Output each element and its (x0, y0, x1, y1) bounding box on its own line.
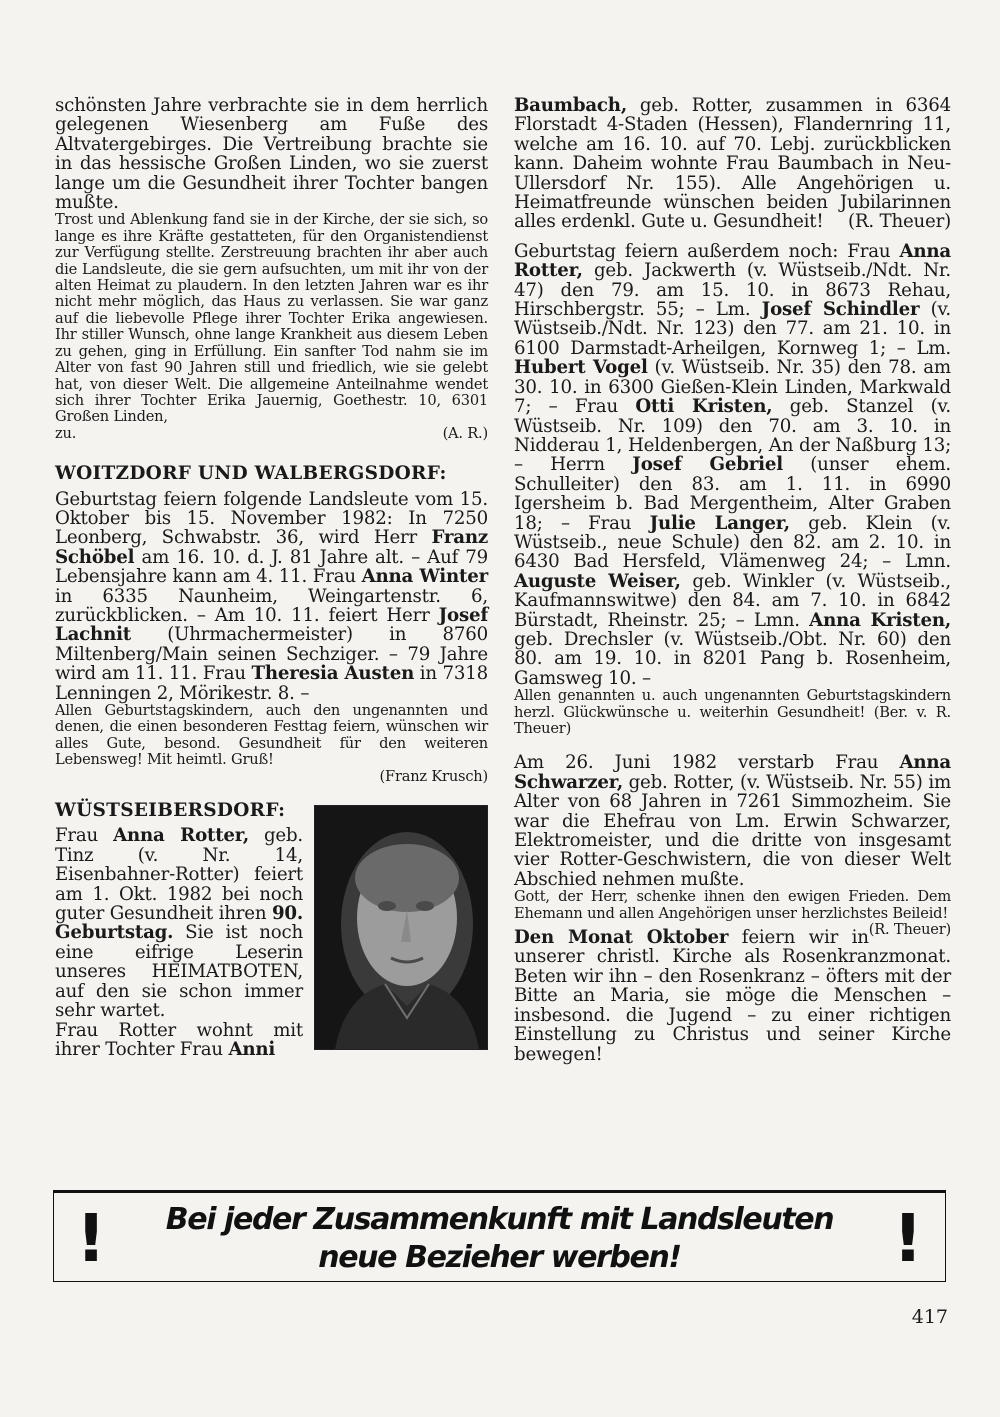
anna-rotter-residence (55, 1021, 303, 1060)
further-text-3: (v. Wüstseib./Ndt. Nr. 123) den 77. am 21. 10. in 6100 Darmstadt-Arheilgen, Kornweg 1; – Lm. (514, 299, 951, 359)
name-josef-gebriel: Josef Gebriel (632, 454, 783, 476)
name-josef-schindler: Josef Schindler (761, 299, 920, 321)
ninetieth-birthday: 90. Geburtstag. (55, 903, 303, 944)
wust-text-4: Frau Rotter wohnt mit ihrer Tochter Frau (55, 1019, 303, 1060)
obituary-closing (55, 426, 488, 442)
banner-line-2: neue Bezieher werben! (318, 1240, 681, 1275)
further-wishes: Allen genannten u. auch ungenannten Geburtstagskindern herzl. Glückwünsche u. weiterhin Gesundheit! (Ber. v. R. Theuer) (514, 687, 951, 737)
woitzdorf-signature: (Franz Krusch) (379, 767, 488, 785)
baumbach-signature: (R. Theuer) (847, 211, 951, 233)
obituary-end: zu. (55, 424, 77, 442)
schwarzer-text-1: Am 26. Juni 1982 verstarb Frau (514, 752, 900, 774)
anna-rotter-birthday (55, 826, 303, 1020)
exclamation-mark-left: ! (76, 1200, 107, 1277)
woitzdorf-birthdays (55, 490, 488, 703)
name-anni: Anni (228, 1038, 276, 1060)
further-text-5: geb. Stanzel (v. Wüstseib. Nr. 109) den 70. am 3. 10. in Nidderau 1, Heldenbergen, An der Naßburg 13; – Herrn (514, 396, 951, 476)
wustseibersdorf-section (55, 801, 488, 1059)
october-rosary-paragraph (514, 928, 951, 1064)
further-text-6: (unser ehem. Schulleiter) den 83. am 1. 11. in 6990 Igersheim b. Bad Mergentheim, Alter Graben 18; – Frau (514, 454, 951, 534)
woitzdorf-heading: WOITZDORF UND WALBERGSDORF: (55, 463, 447, 485)
name-otti-kristen: Otti Kristen, (635, 396, 773, 418)
name-julie-langer: Julie Langer, (649, 512, 790, 534)
name-anna-kristen: Anna Kristen, (809, 609, 952, 631)
name-anna-rotter: Anna Rotter, (113, 825, 249, 847)
name-anna-winter: Anna Winter (361, 566, 488, 588)
condolence-text: Gott, der Herr, schenke ihnen den ewigen Frieden. Dem Ehemann und allen Angehörigen unser herzlichstes Beileid! (514, 888, 951, 922)
woitzdorf-text-5: in 7318 Lenningen 2, Mörikestr. 8. – (55, 663, 488, 704)
name-baumbach: Baumbach, (514, 95, 627, 116)
schwarzer-obituary (514, 753, 951, 889)
schwarzer-text-2: geb. Rotter, (v. Wüstseib. Nr. 55) im Alter von 68 Jahren in 7261 Simmozheim. Sie war die Ehefrau von Lm. Erwin Schwarzer, Elektromeister, und die dritte von insgesamt vier Rotter-Geschwistern, die von dieser Welt Abschied nehmen mußte. (514, 771, 951, 890)
name-theresia-austen: Theresia Austen (251, 663, 415, 685)
portrait-photo (314, 805, 488, 1050)
woitzdorf-text-4: (Uhrmachermeister) in 8760 Miltenberg/Main seinen Sechziger. – 79 Jahre wird am 11. 11. Frau (55, 624, 488, 685)
name-auguste-weiser: Auguste Weiser, (514, 570, 681, 592)
wust-text-1: Frau (55, 825, 114, 847)
further-text-4: (v. Wüstseib. Nr. 35) den 78. am 30. 10. in 6300 Gießen-Klein Linden, Markwald 7; – Frau (514, 357, 951, 418)
right-column (514, 96, 951, 1064)
further-text-1: Geburtstag feiern außerdem noch: Frau (514, 240, 900, 262)
left-column (55, 96, 488, 1059)
woitzdorf-text-2: am 16. 10. d. J. 81 Jahre alt. – Auf 79 Lebensjahre kann am 4. 11. Frau (55, 546, 488, 588)
recruitment-banner (53, 1190, 946, 1282)
wustseibersdorf-wrap (55, 826, 303, 1059)
obituary-signature: (A. R.) (442, 424, 488, 442)
name-franz-schoebel: Franz Schöbel (55, 527, 488, 568)
wust-text-2: geb. Tinz (v. Nr. 14, Eisenbahner-Rotter) feiert am 1. Okt. 1982 bei noch guter Gesundheit ihren (55, 825, 304, 925)
october-text: feiern wir in unserer christl. Kirche als Rosenkranzmonat. Beten wir ihn – den Rosenkranz – öfters mit der Bitte an Maria, sie möge die Menschen – insbesond. die Jugend – zu einer richtigen Einstellung zu Christus und seiner Kirche bewegen! (514, 927, 951, 1065)
name-hubert-vogel: Hubert Vogel (514, 357, 648, 379)
name-anna-rotter-jackwerth: Anna Rotter, (514, 240, 951, 282)
further-text-8: geb. Winkler (v. Wüstseib., Kaufmannswitwe) den 84. am 7. 10. in 6842 Bürstadt, Rheinstr. 25; – Lmn. (514, 570, 951, 631)
intro-paragraph: schönsten Jahre verbrachte sie in dem herrlich gelegenen Wiesenberg am Fuße des Altvatergebirges. Die Vertreibung brachte sie in das hessische Großen Linden, wo sie zuerst lange um die Gesundheit ihrer Tochter bangen mußte. (55, 95, 488, 214)
further-text-2: geb. Jackwerth (v. Wüstseib./Ndt. Nr. 47) den 79. am 15. 10. in 8673 Rehau, Hirschbergstr. 55; – Lm. (514, 260, 951, 321)
page-number: 417 (911, 1306, 948, 1328)
banner-line-1: Bei jeder Zusammenkunft mit Landsleuten (165, 1202, 834, 1237)
woitzdorf-text-1: Geburtstag feiern folgende Landsleute vom 15. Oktober bis 15. November 1982: In 7250 Leonberg, Schwabstr. 36, wird Herr (55, 488, 488, 549)
name-josef-lachnit: Josef Lachnit (55, 604, 488, 646)
further-text-7: geb. Klein (v. Wüstseib., neue Schule) den 82. am 2. 10. in 6430 Bad Hersfeld, Vlämenweg 24; – Lmn. (514, 512, 951, 573)
woitzdorf-wishes: Allen Geburtstagskindern, auch den ungenannten und denen, die einen besonderen Festtag feiern, wünschen wir alles Gute, besond. Gesundheit für den weiteren Lebensweg! Mit heimtl. Gruß! (55, 702, 488, 769)
further-text-9: geb. Drechsler (v. Wüstseib./Obt. Nr. 60) den 80. am 19. 10. in 8201 Pang b. Rosenheim, Gamsweg 10. – (514, 628, 951, 689)
exclamation-mark-right: ! (892, 1200, 923, 1277)
october-lead: Den Monat Oktober (514, 927, 729, 949)
baumbach-paragraph (514, 96, 951, 232)
banner-text (54, 1201, 945, 1277)
condolence-signature: (R. Theuer) (868, 921, 951, 939)
baumbach-text: geb. Rotter, zusammen in 6364 Florstadt 4-Staden (Hessen), Flandernring 11, welche am 16. 10. auf 70. Lebj. zurückblicken kann. Daheim wohnte Frau Baumbach in Neu-Ullersdorf Nr. 155). Alle Angehörigen u. Heimatfreunde wünschen beiden Jubilarinnen alles erdenkl. Gute u. Gesundheit! (514, 95, 951, 233)
wustseibersdorf-heading: WÜSTSEIBERSDORF: (55, 800, 286, 822)
name-anna-schwarzer: Anna Schwarzer, (514, 752, 951, 793)
wust-text-3: Sie ist noch eine eifrige Leserin unseres HEIMATBOTEN, auf den sie schon immer sehr wartet. (55, 922, 303, 1022)
obituary-text: Trost und Ablenkung fand sie in der Kirche, der sie sich, so lange es ihre Kräfte gestatteten, für den Organistendienst zur Verfügung stellte. Zerstreuung brachten ihr aber auch die Landsleute, die sie gern aufsuchten, um mit ihr von der alten Heimat zu plaudern. In den letzten Jahren war es ihr nicht mehr möglich, das Haus zu verlassen. Sie war ganz auf die liebevolle Pflege ihrer Tochter Erika angewiesen. Ihr stiller Wunsch, ohne lange Krankheit aus diesem Leben zu gehen, ging in Erfüllung. Ein sanfter Tod nahm sie im Alter von fast 90 Jahren still und friedlich, wie sie gelebt hat, von dieser Welt. Die allgemeine Anteilnahme wendet sich ihrer Tochter Erika Jauernig, Goethestr. 10, 6301 Großen Linden, (55, 211, 488, 426)
further-birthdays (514, 242, 951, 688)
woitzdorf-text-3: in 6335 Naunheim, Weingartenstr. 6, zurückblicken. – Am 10. 11. feiert Herr (55, 585, 488, 626)
portrait-image (315, 806, 487, 1049)
